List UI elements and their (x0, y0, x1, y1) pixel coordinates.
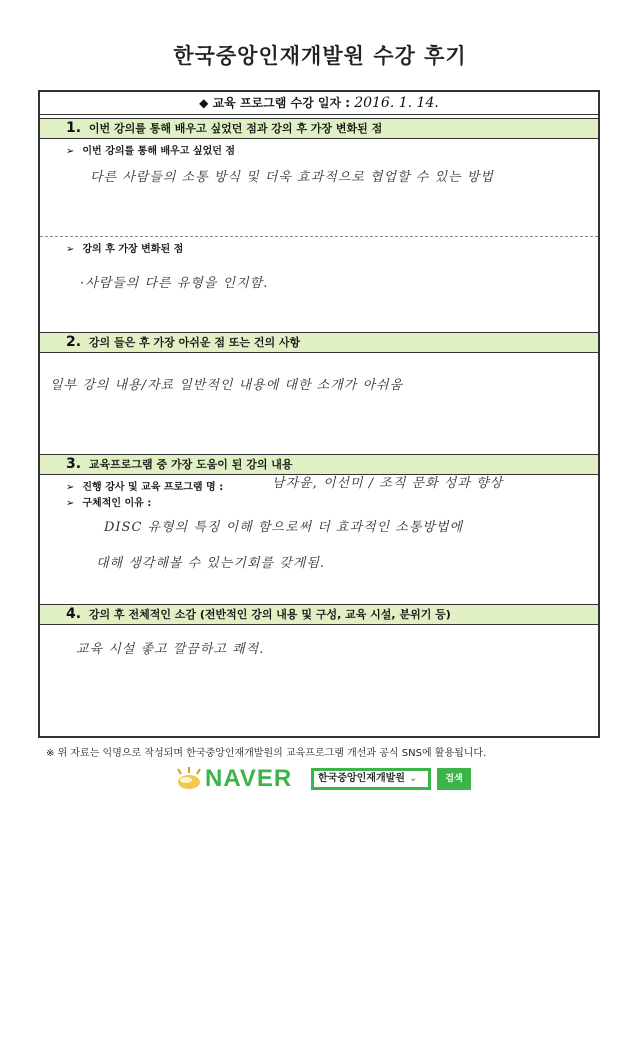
date-row (40, 92, 598, 115)
section-3-sub-2-answer-line-2: 대해 생각해볼 수 있는기회를 갖게됨. (96, 556, 326, 571)
section-2-answer: 일부 강의 내용/자료 일반적인 내용에 대한 소개가 아쉬움 (50, 378, 404, 393)
section-4-header (40, 604, 598, 625)
section-2-title: 강의 들은 후 가장 아쉬운 점 또는 건의 사항 (88, 336, 301, 349)
search-input[interactable] (311, 768, 431, 790)
section-2-header (40, 332, 598, 353)
naver-search-banner (175, 763, 475, 795)
section-4-answer: 교육 시설 좋고 깔끔하고 쾌적. (76, 642, 265, 657)
section-1-header (40, 118, 598, 139)
search-button[interactable]: 검색 (437, 768, 471, 790)
section-3-number: 3. (66, 456, 82, 472)
section-3-sub-2-label: ➢ 구체적인 이유 : (66, 498, 152, 509)
section-3-sub-2-answer-line-1: DISC 유형의 특징 이해 함으로써 더 효과적인 소통방법에 (104, 520, 464, 535)
dropdown-icon: ⌄ (408, 773, 418, 784)
arrow-icon: ➢ (66, 244, 75, 255)
lightbulb-icon (175, 766, 203, 794)
section-2-number: 2. (66, 334, 82, 350)
section-3-title: 교육프로그램 중 가장 도움이 된 강의 내용 (88, 458, 293, 471)
review-form (38, 90, 600, 738)
search-text: 한국중앙인재개발원 (318, 773, 405, 784)
section-1-title: 이번 강의를 통해 배우고 싶었던 점과 강의 후 가장 변화된 점 (88, 122, 383, 135)
section-1-sub-1-answer: 다른 사람들의 소통 방식 및 더욱 효과적으로 협업할 수 있는 방법 (90, 170, 494, 185)
section-1-sub-2-answer: ·사람들의 다른 유형을 인지함. (80, 276, 269, 291)
section-3-sub-1-label: ➢ 진행 강사 및 교육 프로그램 명 : (66, 482, 224, 493)
arrow-icon: ➢ (66, 482, 75, 493)
section-4-number: 4. (66, 606, 82, 622)
date-label: ◆ 교육 프로그램 수강 일자 : (199, 96, 351, 110)
section-1-number: 1. (66, 120, 82, 136)
section-1-sub-2-label: ➢ 강의 후 가장 변화된 점 (66, 244, 184, 255)
footnote: ※ 위 자료는 익명으로 작성되며 한국중앙인재개발원의 교육프로그램 개선과 공식 SNS에 활용됩니다. (46, 748, 487, 759)
page-title: 한국중앙인재개발원 수강 후기 (173, 44, 467, 68)
arrow-icon: ➢ (66, 146, 75, 157)
naver-logo: NAVER (205, 765, 293, 792)
date-value: 2016. 1. 14. (354, 95, 439, 111)
section-4-title: 강의 후 전체적인 소감 (전반적인 강의 내용 및 구성, 교육 시설, 분위기 등) (88, 608, 451, 621)
section-1-sub-1-label: ➢ 이번 강의를 통해 배우고 싶었던 점 (66, 146, 236, 157)
arrow-icon: ➢ (66, 498, 75, 509)
section-3-sub-1-answer: 남자윤, 이선미 / 조직 문화 성과 향상 (272, 476, 504, 491)
divider (40, 236, 598, 237)
